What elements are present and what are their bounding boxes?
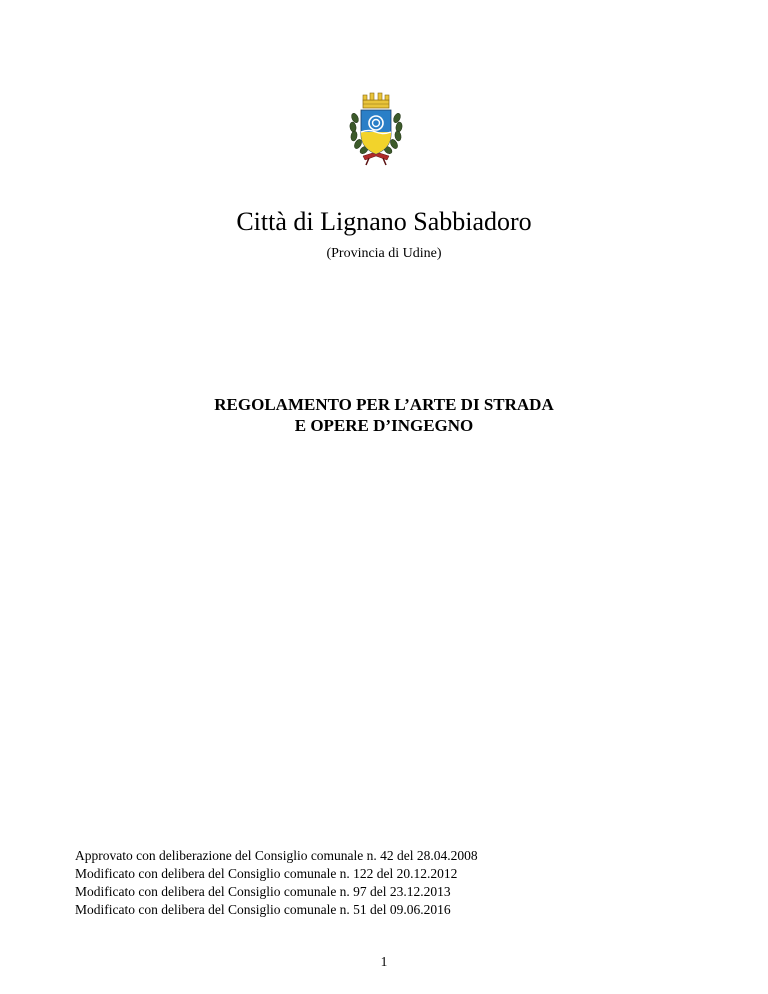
city-title: Città di Lignano Sabbiadoro <box>236 207 532 236</box>
approval-history-line: Modificato con delibera del Consiglio comunale n. 51 del 09.06.2016 <box>75 902 451 917</box>
approval-history-line: Modificato con delibera del Consiglio comunale n. 122 del 20.12.2012 <box>75 866 458 881</box>
document-title-line: REGOLAMENTO PER L’ARTE DI STRADA <box>214 395 554 414</box>
page-number: 1 <box>380 954 388 969</box>
approval-history-line: Approvato con deliberazione del Consiglio comunale n. 42 del 28.04.2008 <box>75 848 478 863</box>
document-title <box>0 394 768 436</box>
approval-history-line: Modificato con delibera del Consiglio comunale n. 97 del 23.12.2013 <box>75 884 451 899</box>
municipal-coat-of-arms-icon <box>347 90 405 166</box>
province-subtitle: (Provincia di Udine) <box>326 246 442 261</box>
approval-history <box>75 847 478 919</box>
document-title-line: E OPERE D’INGEGNO <box>294 416 474 435</box>
